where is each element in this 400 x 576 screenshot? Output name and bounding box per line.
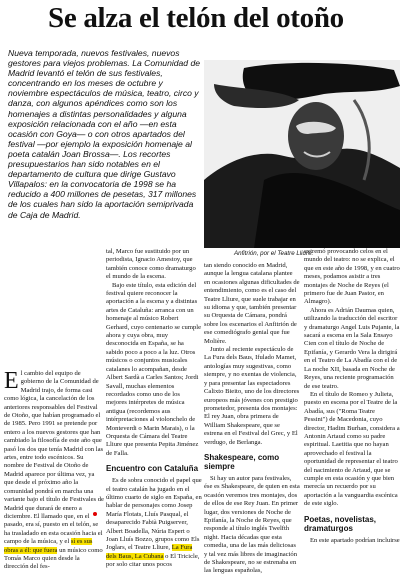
- highlighted-text-2: La Fura dels Baus, La Cubana: [106, 544, 193, 560]
- lead-text: Nueva temporada, nuevos festivales, nuevos gestores para viejos problemas. La Comunidad de Madrid levantó el telón de sus festivales, concentrando en los meses de octubre y noviembre espectáculos de música, teatro, circo y danza, con algunos apéndices como son los homenajes a distintas personalidades y alguna exposición relacionada con el año —en esta ocasión con Goya— o con otros apartados del festival —por ejemplo la exposición homenaje al poeta catalán Joan Brossa—. Los recortes presupuestarios han sido notables en el departamento de cultura que dirige Gustavo Villapalos: en la convocatoria de 1998 se ha reducido a 400 millones de pesetas, 317 millones de los cuales han sido la aportación semiprivada de Caja de Madrid.: [8, 48, 201, 220]
- column-1-tail: un músico como Tomás Marco quien desde la dirección del fes-: [4, 546, 103, 571]
- headline: Se alza el telón del otoño: [48, 2, 344, 34]
- red-marker-dot: [93, 512, 97, 516]
- column-2-paragraph: Bajo este título, esta edición del festival quiere reconocer la aportación a la escena y a distintas artes de Cataluña: arranca con un homenaje al músico Robert Gerhard, cuyo centenario se cumple ahora y cuya obra, muy desconocida en España, se ha sabido poco a poco a la luz. Otros músicos o conjuntos musicales catalanes lo acompañan, desde Albert Sardà a Carles Santos; Jordi Savall, muchas elementos recordados como uno de los mejores intérpretes de música antigua (recordemos aus intérpretaciones al violonchelo de Monteverdi o Marin Marais), o la Orquesta de Cámara del Teatre Lliure que presenta Pepita Jiménez de Falla.: [106, 281, 202, 457]
- highlighted-text: sí es sus obras a él: que fuera: [4, 538, 93, 554]
- column-2-text: Es de sobra conocido el papel que el teatro catalán ha jugado en el último cuarto de siglo en España, en hablar de personajes como Josep María Flotats, Lluís Pasqual, el desaparecido Fabià Puigserver, Albert Boadella, Núria Espert o Joan Lluís Bozzo, grupos como Els Joglars, el Teatre Lliure,: [106, 477, 202, 552]
- subhead-poetas: Poetas, novelistas, dramaturgos: [304, 514, 377, 533]
- column-3-paragraph-2: Junto al reciente espectáculo de La Fura dels Baus, Ifulado Mamet, antologías muy sugestivas, como siempre, y no exentas de violencia, y para presentar las espectadores Calixto Bieito, uno de los directores europeos más jóvenes con prestigio prometedor, presenta dos montajes: El rey Juan, obra primera de William Shakespeare, que se estrena en el Festival del Grec, y El verdugo, de Berlanga.: [204, 346, 300, 446]
- caption-title: Anfitrión: [234, 250, 257, 257]
- caption-text: , por el Teatre Lliure.: [256, 250, 314, 257]
- column-4-paragraph-4: En este apartado podrían incluirse: [310, 536, 400, 544]
- subhead-shakespeare: Shakespeare, como siempre: [204, 452, 280, 471]
- column-1-text: l cambio del equipo de gobierno de la Comunidad de Madrid trajo, de forma casi como lógica, la cancelación de los anteriores responsables del Festival de Otoño, que habían programado el de 1985. Pero 1991 se pretende por entero a los nuevos gestores que han cambiado la filosofía de este año que pasó los dos que tenía Madrid con las artes, entre todo escénicos. Su nombre de Festival de Otoño de Madrid aparece por última vez, ya que desde el próximo año la comunidad pondrá en marcha una variante bajo el título de Festivales de Madrid que durará de enero a diciembre. El llamado que, en el pasado, era sí, puesto en el telón, se ha trasladado en esta ocasión hacia el campo de la música, y el: [4, 370, 104, 546]
- column-3-paragraph-3: Si hay un autor para festivales, ése es Shakespeare, de quien en esta ocasión veremos tres montajes, dos de ellos de ese Rey Juan. En primer lugar, dos versiones de Noche de Epifanía, la Noche de Reyes, que responde al título inglés Twelfth night. Hacia décadas que esta comedia, una de las más deliciosas y tal vez más libres de imaginación de Shakespeare, no se estrenaba en las lenguas españolas,: [204, 474, 300, 575]
- performer-photo-image: [204, 60, 400, 248]
- column-4: [304, 248, 400, 545]
- column-4-paragraph-3: En el título de Romeo y Julieta, puesto en escena por el Teatre de la Abadía, sus ("Roma Teatre Pessini") de Macedonia, cuyo director, Hadim Burhan, considera a Antonin Artaud como su padre espiritual. Laetitia que no hayan aprovechado el festival la oportunidad de representar el teatro del nacimiento de Artaud, que se cumple en esta ocasión y que bien merecía un recuerdo por su aportación a la vanguardia escénica de este siglo.: [304, 390, 400, 508]
- subhead-cataluna: Encuentro con Cataluña: [106, 464, 199, 474]
- column-3: [204, 262, 300, 576]
- column-1-paragraph: [4, 370, 104, 572]
- column-2-tail: o El Tricicle, por solo citar unos pocos: [106, 552, 200, 569]
- column-2: [106, 248, 202, 570]
- column-4-paragraph: extremó provocando celos en el mundo del teatro: no se explica, el que en este año de 1998, y en cuatro meses, podamos asistir a tres montajes de Noche de Reyes (el primero fue de Juan Pastor, en Almagro).: [304, 248, 400, 306]
- photo-caption: [234, 250, 313, 257]
- lead-paragraph: [8, 48, 204, 220]
- column-4-paragraph-2: Ahora es Adrián Daumas quien, utilizando la traducción del escritor y dramaturgo Angel Luis Pujante, la sacará a escena en la Sala Ensayo Cien con el título de Noche de Epifanía, y Gerardo Vera la dirigirá en el Teatro de La Abadía con el de La noche XII, basada en Noche de Reyes, una reciente programación de ese teatro.: [304, 306, 400, 390]
- drop-cap: E: [4, 368, 19, 394]
- column-2-intro: tal, Marco fue sustituido por un periodista, Ignacio Amestoy, que también conoce como dramaturgo el mundo de la escena.: [106, 248, 196, 281]
- column-3-paragraph: tan siendo conocido en Madrid, aunque la lengua catalana plantee en ocasiones algunas dificultades de entendimiento, como es el caso del Teatre Lliure, que suele trabajar en su idioma y que, también presentar su Orquesta de Cámara, pondrá sobre los escenarios el Anfitrión de ese comediógrafo genial que fue Molière.: [204, 262, 300, 345]
- column-2-paragraph-2: [106, 477, 202, 569]
- column-1: [4, 370, 104, 572]
- theater-photo: [204, 60, 400, 248]
